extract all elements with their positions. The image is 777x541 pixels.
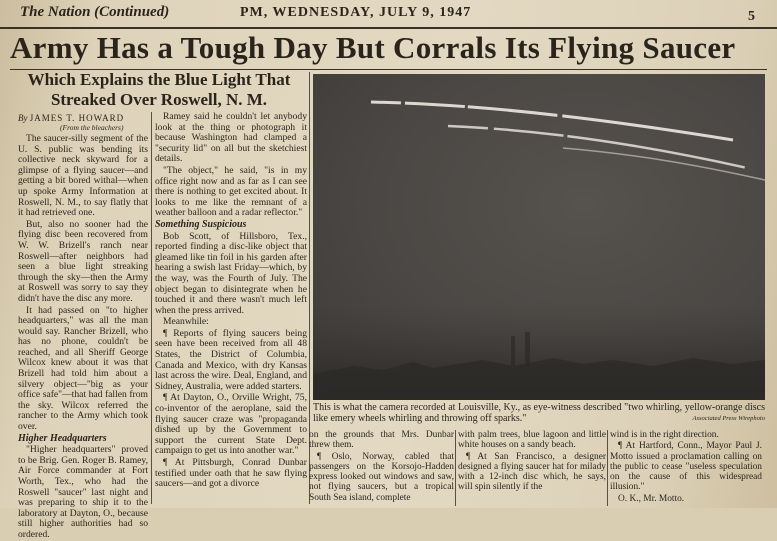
paragraph: "Higher headquarters" proved to be Brig. Gen. Roger B. Ramey, Air Force commander at Fort Worth, Tex., who had the Roswell "saucer" last night and was preparing to ship it to the laboratory at Dayton, O., because still higher authorities had so ordered.	[18, 444, 148, 540]
night-sky-photo	[313, 74, 765, 400]
header-rule	[0, 27, 777, 29]
paragraph: O. K., Mr. Motto.	[618, 493, 685, 504]
column-subhead: Higher Headquarters	[18, 432, 107, 444]
paragraph: ¶ At Pittsburgh, Conrad Dunbar testified under oath that he saw flying saucers—and got a divorce	[155, 457, 307, 490]
paragraph: wind is in the right direction.	[610, 430, 719, 440]
article-column-1	[18, 133, 148, 540]
paragraph: on the grounds that Mrs. Dunbar threw them.	[309, 430, 454, 451]
subheadline: Which Explains the Blue Light That Streaked Over Roswell, N. M.	[27, 70, 291, 109]
building-silhouette	[525, 332, 530, 366]
paragraph: But, also no sooner had the flying disc been recovered from W. W. Brizell's ranch near Roswell—after neighbors had seen a blue light streaking through the sky—then the Army at Roswell was sorry to say they didn't have the disc any more.	[18, 218, 148, 304]
paragraph: ¶ At San Francisco, a designer designed a flying saucer hat for milady with a 12-inch disc which, he says, will spin silently if the	[458, 451, 606, 493]
article-column-4	[458, 430, 606, 506]
byline-author: JAMES T. HOWARD	[29, 113, 125, 123]
paragraph: Bob Scott, of Hillsboro, Tex., reported finding a disc-like object that gleamed like tin foil in his garden after hearing a swish last Friday—which, by the way, was the Fourth of July. The object began to disintegrate when he touched it and there wasn't much left when the press arrived.	[155, 230, 307, 316]
photo-streaks	[313, 74, 765, 400]
masthead: PM, WEDNESDAY, JULY 9, 1947	[240, 5, 472, 20]
column-divider	[607, 430, 608, 506]
caption-text: This is what the camera recorded at Louisville, Ky., as eye-witness described "two whirling, yellow-orange discs like emery wheels whirling and throwing off sparks."	[313, 402, 765, 424]
paragraph: with palm trees, blue lagoon and little white houses on a sandy beach.	[458, 430, 606, 451]
paragraph: Ramey said he couldn't let anybody look at the thing or photograph it because Washington had clamped a "security lid" on all but the sketchiest details.	[155, 111, 307, 165]
paragraph: ¶ At Hartford, Conn., Mayor Paul J. Motto issued a proclamation calling on the public to cease "useless speculation on the cause of this widespread illusion."	[610, 441, 762, 493]
paragraph: ¶ Oslo, Norway, cabled that passengers on the Korsojo-Hadden express looked out windows and saw, not flying saucers, but a tropical South Sea island, complete	[309, 451, 454, 503]
light-streak	[448, 126, 765, 172]
paragraph: ¶ At Dayton, O., Orville Wright, 75, co-inventor of the aeroplane, said the flying saucer craze was "propaganda dished up by the Government to support the current State Dept. campaign to get us into another war."	[155, 392, 307, 457]
article-column-2	[155, 112, 307, 504]
paragraph: ¶ Reports of flying saucers being seen have been received from all 48 States, the District of Columbia, Canada and Mexico, with dry Kansas last across the wire. Deal, England, and Sidney, Australia, were added starters.	[155, 327, 307, 392]
photo-caption	[313, 402, 765, 424]
column-divider	[455, 430, 456, 506]
building-silhouette	[511, 336, 515, 366]
byline	[18, 113, 124, 123]
main-headline: Army Has a Tough Day But Corrals Its Flying Saucer	[10, 30, 736, 65]
column-divider	[151, 112, 152, 504]
paragraph: "The object," he said, "is in my office right now and as far as I can see there is nothing to get excited about. It looks to me like the remnant of a weather balloon and a radar reflector."	[155, 164, 307, 219]
byline-note: (From the bleachers)	[60, 123, 124, 132]
article-column-3	[309, 430, 454, 506]
paragraph: Meanwhile:	[163, 316, 209, 328]
photo-credit: Associated Press Wirephoto	[692, 415, 765, 422]
paragraph: The saucer-silly segment of the U. S. public was bending its collective neck skyward for a glimpse of a flying saucer—and getting a bit bored withal—when up spoke Army Information at Roswell, N. M., to say flatly that it had retrieved one.	[18, 133, 148, 219]
byline-prefix: By	[18, 113, 28, 123]
paragraph: It had passed on "to higher headquarters," was all the man would say. Rancher Brizell, who has no phone, couldn't be reached, and all Sheriff George Wilcox knew about it was that Brizell had told him about a silvery object—"big as your office safe"—that had fallen from the sky. Wilcox referred the rancher to the Army which took over.	[18, 304, 148, 433]
article-column-5	[610, 430, 762, 506]
page-number: 5	[748, 9, 755, 24]
column-subhead: Something Suspicious	[155, 218, 247, 230]
section-label: The Nation (Continued)	[20, 4, 170, 20]
